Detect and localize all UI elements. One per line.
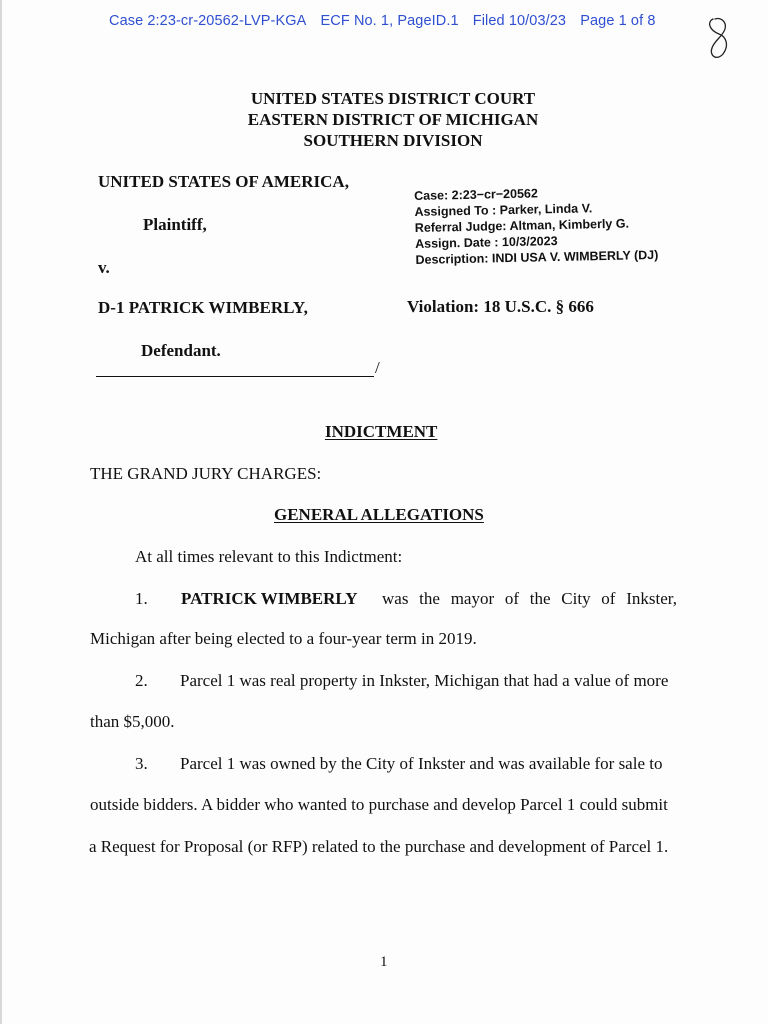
court-district-line: EASTERN DISTRICT OF MICHIGAN: [247, 110, 539, 129]
caption-slash: /: [375, 358, 380, 377]
caption-underline: [96, 376, 374, 377]
section-heading: GENERAL ALLEGATIONS: [274, 505, 484, 524]
paragraph-3-line-2: outside bidders. A bidder who wanted to purchase and develop Parcel 1 could submit: [90, 795, 668, 814]
paragraph-3-number: 3.: [135, 754, 148, 773]
ecf-document-number: ECF No. 1, PageID.1: [320, 13, 459, 29]
stamp-case-number: Case: 2:23−cr−20562: [414, 186, 539, 203]
grand-jury-charges: THE GRAND JURY CHARGES:: [90, 464, 322, 483]
paragraph-3-line-1: Parcel 1 was owned by the City of Inkster and was available for sale to: [180, 754, 663, 773]
paragraph-1-number: 1.: [135, 589, 148, 608]
paragraph-1-line-1: was the mayor of the City of Inkster,: [382, 589, 677, 608]
paragraph-2-line-2: than $5,000.: [90, 712, 175, 731]
court-division-line: SOUTHERN DIVISION: [303, 131, 483, 150]
defendant-role: Defendant.: [141, 341, 221, 360]
page-number: 1: [380, 954, 388, 970]
paragraph-1-line-2: Michigan after being elected to a four-year term in 2019.: [90, 629, 477, 648]
defendant-name: D-1 PATRICK WIMBERLY,: [98, 298, 308, 317]
court-name-line: UNITED STATES DISTRICT COURT: [250, 89, 536, 108]
ecf-case-number: Case 2:23-cr-20562-LVP-KGA: [109, 13, 307, 29]
case-assignment-stamp: [414, 183, 658, 268]
intro-line: At all times relevant to this Indictment:: [135, 547, 403, 566]
document-title: INDICTMENT: [325, 422, 438, 441]
versus-label: v.: [98, 258, 110, 277]
paragraph-2-number: 2.: [135, 671, 148, 690]
paragraph-3-line-3: a Request for Proposal (or RFP) related to the purchase and development of Parcel 1.: [89, 837, 669, 856]
paragraph-1-name: PATRICK WIMBERLY: [181, 589, 358, 608]
stamp-assign-date: Assign. Date : 10/3/2023: [415, 234, 558, 251]
plaintiff-role: Plaintiff,: [143, 215, 207, 234]
court-heading: [2, 88, 768, 151]
handwritten-number-mark: [705, 16, 735, 62]
ecf-page-count: Page 1 of 8: [580, 13, 656, 29]
stamp-assigned-judge: Assigned To : Parker, Linda V.: [414, 201, 593, 219]
ecf-filing-header: [109, 13, 656, 29]
paragraph-2-line-1: Parcel 1 was real property in Inkster, Michigan that had a value of more: [180, 671, 669, 690]
violation-statute: Violation: 18 U.S.C. § 666: [407, 297, 594, 316]
plaintiff-name: UNITED STATES OF AMERICA,: [98, 172, 349, 191]
ecf-filed-date: Filed 10/03/23: [472, 13, 567, 29]
stamp-referral-judge: Referral Judge: Altman, Kimberly G.: [414, 216, 630, 235]
stamp-description: Description: INDI USA V. WIMBERLY (DJ): [415, 247, 659, 267]
